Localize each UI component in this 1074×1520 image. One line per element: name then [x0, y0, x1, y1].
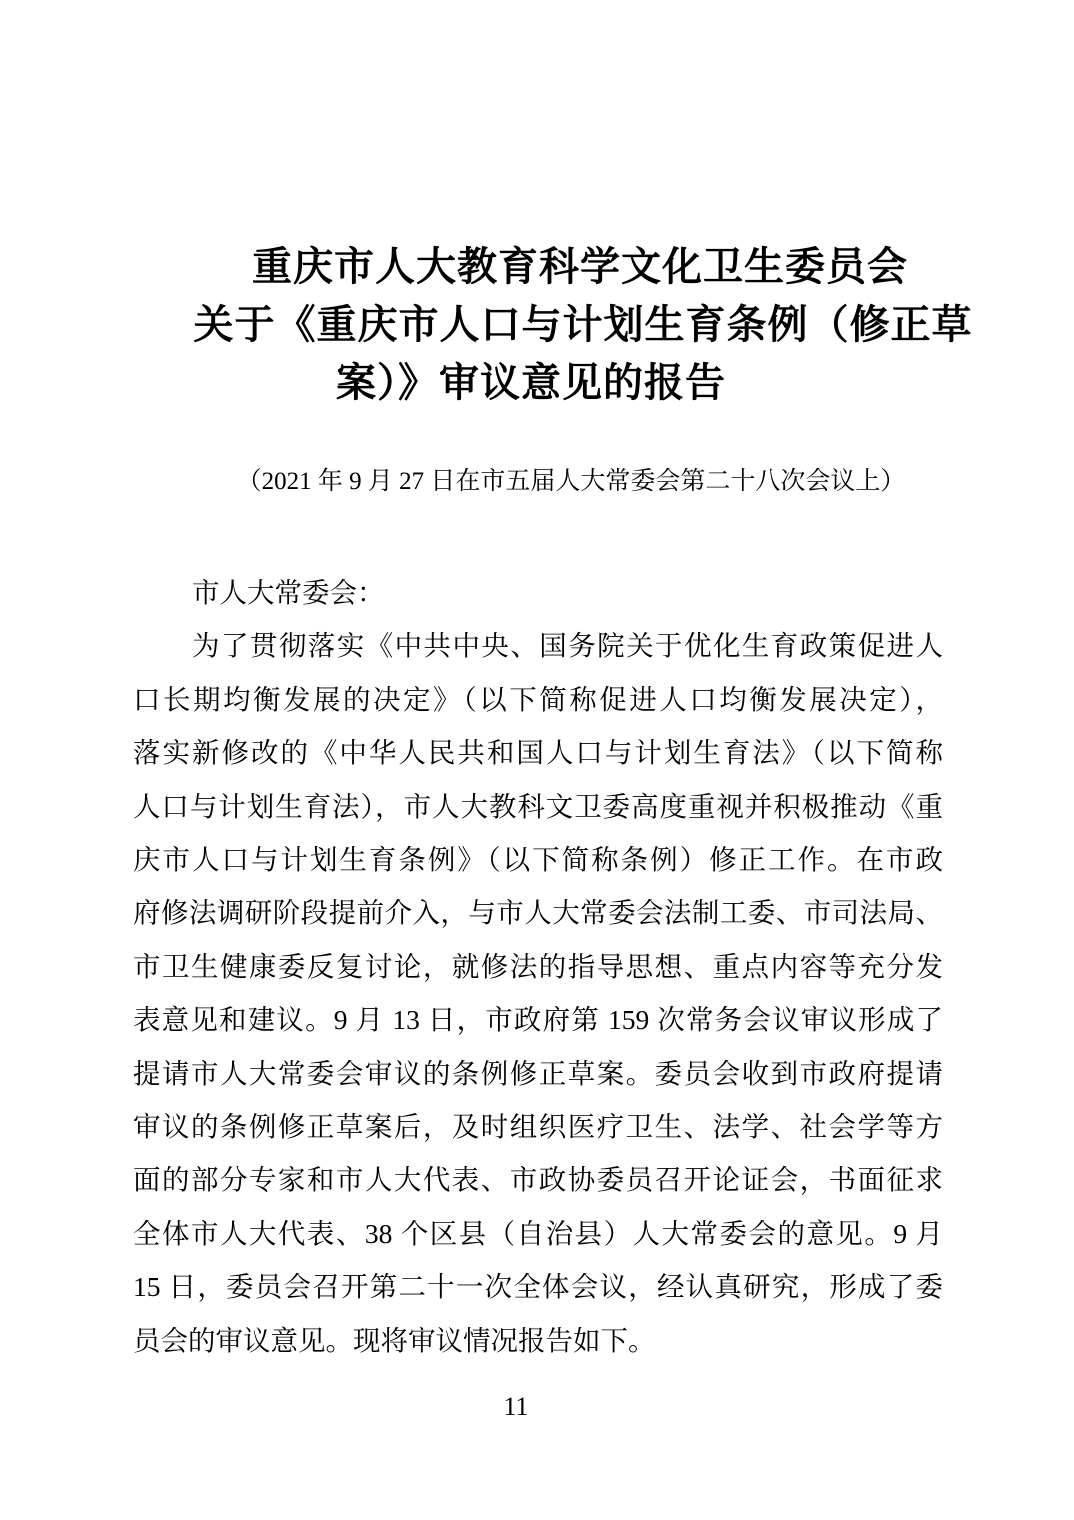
paragraph-line: 人口与计划生育法），市人大教科文卫委高度重视并积极推动《重	[133, 790, 943, 822]
paragraph-line: 审议的条例修正草案后，及时组织医疗卫生、法学、社会学等方	[133, 1111, 943, 1143]
document-title-line: 重庆市人大教育科学文化卫生委员会	[252, 244, 908, 289]
paragraph-line: 面的部分专家和市人大代表、市政协委员召开论证会，书面征求	[133, 1164, 943, 1196]
paragraph-line: 为了贯彻落实《中共中央、国务院关于优化生育政策促进人	[192, 630, 943, 662]
document-title-line: 关于《重庆市人口与计划生育条例（修正草	[193, 302, 973, 347]
salutation: 市人大常委会：	[192, 577, 385, 608]
document-body	[133, 566, 943, 1367]
paragraph-line: 提请市人大常委会审议的条例修正草案。委员会收到市政府提请	[133, 1057, 943, 1089]
page-number: 11	[503, 1392, 529, 1421]
paragraph-line: 市卫生健康委反复讨论，就修法的指导思想、重点内容等充分发	[133, 950, 943, 982]
document-title-line: 案）》审议意见的报告	[336, 360, 726, 405]
paragraph-line: 表意见和建议。9 月 13 日，市政府第 159 次常务会议审议形成了	[133, 1004, 943, 1036]
document-title	[133, 238, 973, 412]
report-paragraph	[133, 619, 943, 1367]
paragraph-line: 全体市人大代表、38 个区县（自治县）人大常委会的意见。9 月	[133, 1217, 943, 1249]
paragraph-line: 庆市人口与计划生育条例》（以下简称条例）修正工作。在市政	[133, 844, 943, 876]
paragraph-line: 口长期均衡发展的决定》（以下简称促进人口均衡发展决定），	[133, 683, 943, 715]
paragraph-line: 府修法调研阶段提前介入，与市人大常委会法制工委、市司法局、	[133, 897, 943, 929]
paragraph-line: 员会的审议意见。现将审议情况报告如下。	[133, 1324, 656, 1356]
paragraph-line: 15 日，委员会召开第二十一次全体会议，经认真研究，形成了委	[133, 1271, 943, 1303]
meeting-note: （2021 年 9 月 27 日在市五届人大常委会第二十八次会议上）	[236, 468, 906, 495]
paragraph-line: 落实新修改的《中华人民共和国人口与计划生育法》（以下简称	[133, 737, 943, 769]
